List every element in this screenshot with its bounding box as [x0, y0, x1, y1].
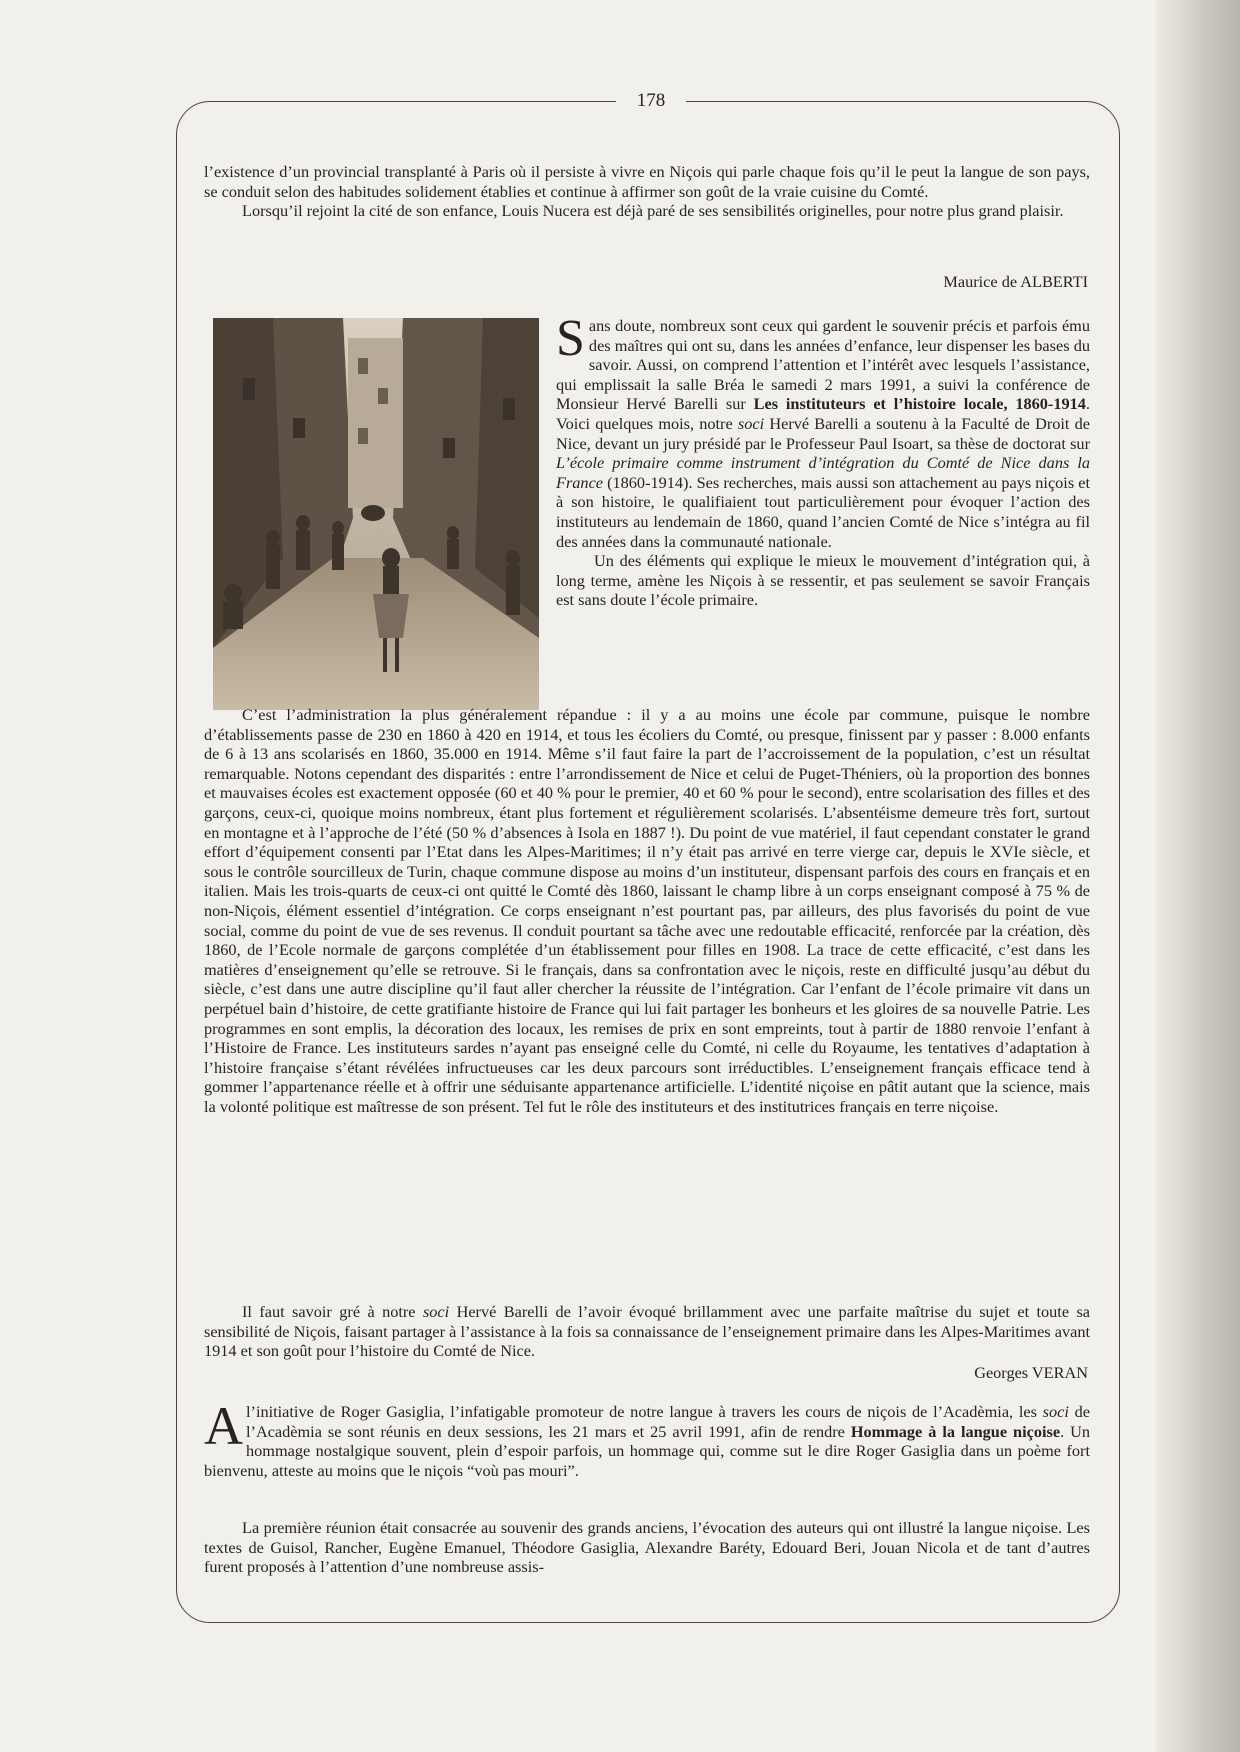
article2-paragraph-2: La première réunion était consacrée au souvenir des grands anciens, l’évocation des auteurs qui ont illustré la langue niçoise. Les textes de Guisol, Rancher, Eugène Emanuel, Théodore Gasiglia, Alexandre Baréty, Edouard Beri, Jouan Nicola et de tant d’autres furent proposés à l’attention d’une nombreuse assis- — [204, 1518, 1090, 1577]
page-number: 178 — [616, 88, 686, 116]
article2-paragraph-1: Al’initiative de Roger Gasiglia, l’infatigable promoteur de notre langue à travers les cours de niçois de l’Acadèmia, les soci de l’Acadèmia se sont réunis en deux sessions, les 21 mars et 25 avril 1991, afin de rendre Hommage à la langue niçoise. Un hommage nostalgique souvent, plein d’espoir parfois, un hommage qui, comme sut le dire Roger Gasiglia dans un poème fort bienvenu, atteste au moins que le niçois “voù pas mouri”. — [204, 1396, 1091, 1480]
dropcap-a: A — [204, 1396, 243, 1456]
intro-text — [204, 162, 1090, 221]
signature-alberti: Maurice de ALBERTI — [943, 272, 1088, 291]
intro-paragraph-1: l’existence d’un provincial transplanté à Paris où il persiste à vivre en Niçois qui parle chaque fois qu’il le peut la langue de son pays, se conduit selon des habitudes solidement établies et continue à affirmer son goût de la vraie cuisine du Comté. — [204, 162, 1090, 201]
article-langue-nicoise — [204, 1396, 1091, 1480]
article-instituteurs-intro — [556, 310, 1091, 610]
dropcap-s: S — [556, 310, 585, 367]
article1-paragraph-2: Un des éléments qui explique le mieux le mouvement d’intégration qui, à long terme, amène les Niçois à se ressentir, et pas seulement se savoir Français est sans doute l’école primaire. — [556, 551, 1090, 610]
conference-title: Les instituteurs et l’histoire locale, 1860-1914 — [753, 394, 1086, 414]
signature-veran: Georges VERAN — [974, 1363, 1088, 1382]
article1-paragraph-3: C’est l’administration la plus généralement répandue : il y a au moins une école par commune, puisque le nombre d’établissements passe de 230 en 1860 à 420 en 1914, et tous les écoliers du Comté, ou presque, finissent par y passer : 8.000 enfants de 6 à 13 ans scolarisés en 1860, 35.000 en 1914. Même s’il faut faire la part de l’accroissement de la population, c’est un résultat remarquable. Notons cependant des disparités : entre l’arrondissement de Nice et celui de Puget-Théniers, où la proportion des bonnes et mauvaises écoles est exactement opposée (60 et 40 % pour le premier, 40 et 60 % pour le second), entre scolarisation des filles et des garçons, ceux-ci, quoique moins nombreux, étant plus fortement et régulièrement scolarisés. L’absentéisme demeure très fort, surtout en montagne et à l’approche de l’été (50 % d’absences à Isola en 1887 !). Du point de vue matériel, il faut cependant constater le grand effort d’équipement consenti par l’Etat dans les Alpes-Maritimes; il n’y était pas arrivé en terre vierge car, depuis le XVIe siècle, et sous le contrôle sourcilleux de Turin, chaque commune dispose au moins d’un instituteur, dispensant parfois des cours en français et en italien. Mais les trois-quarts de ceux-ci ont quitté le Comté dès 1860, laissant le champ libre à un corps enseignant composé à 75 % de non-Niçois, élément essentiel d’intégration. Ce corps enseignant n’est pourtant pas, par ailleurs, des plus favorisés du point de vue social, comme du point de vue de ses revenus. Il conduit pourtant sa tâche avec une redoutable efficacité, renforcée par la création, dès 1860, de l’Ecole normale de garçons complétée d’un établissement pour filles en 1908. La trace de cette efficacité, c’est dans les matières d’enseignement qu’elle se retrouve. Si le français, dans sa confrontation avec le niçois, reste en difficulté jusqu’au début du siècle, c’est dans une autre discipline qu’il faut aller chercher la réussite de l’intégration. Car l’enfant de l’école primaire vit dans un perpétuel bain d’histoire, de cette gratifiante histoire de France qui lui fait partager les bonheurs et les gloires de sa nouvelle Patrie. Les programmes en sont emplis, la décoration des locaux, les remises de prix en sont empreints, tout à partir de 1880 renvoie l’enfant à l’Histoire de France. Les instituteurs sardes n’ayant pas enseigné celle du Comté, ni celle du Royaume, les tentatives d’adaptation à l’histoire française s’étant révélées infructueuses car les deux parcours sont irréductibles. L’enseignement français efficace tend à gommer l’appartenance réelle et à offrir une séduisante appartenance artificielle. L’identité niçoise en pâtit autant que la science, mais la volonté politique est maîtresse de son présent. Tel fut le rôle des instituteurs et des institutrices français en terre niçoise. — [204, 705, 1090, 1116]
book-spine-shadow — [1156, 0, 1240, 1752]
street-scene-illustration — [213, 318, 539, 710]
article1-paragraph-1: Sans doute, nombreux sont ceux qui gardent le souvenir précis et parfois ému des maîtres qui ont su, dans les années d’enfance, leur dispenser les bases du savoir. Aussi, on comprend l’attention et l’intérêt avec lesquels l’assistance, qui emplissait la salle Bréa le samedi 2 mars 1991, a suivi la conférence de Monsieur Hervé Barelli sur Les instituteurs et l’histoire locale, 1860-1914. Voici quelques mois, notre soci Hervé Barelli a soutenu à la Faculté de Droit de Nice, devant un jury présidé par le Professeur Paul Isoart, sa thèse de doctorat sur L’école primaire comme instrument d’intégration du Comté de Nice dans la France (1860-1914). Ses recherches, mais aussi son attachement au pays niçois et à son histoire, le qualifiaient tout particulièrement pour évoquer l’action des instituteurs au lendemain de 1860, quand l’ancien Comté de Nice s’intégra au fil des années dans la communauté nationale. — [556, 310, 1091, 551]
intro-paragraph-2: Lorsqu’il rejoint la cité de son enfance, Louis Nucera est déjà paré de ses sensibilités originelles, pour notre plus grand plaisir. — [242, 201, 1064, 221]
article1-paragraph-4: Il faut savoir gré à notre soci Hervé Barelli de l’avoir évoqué brillamment avec une parfaite maîtrise du sujet et toute sa sensibilité de Niçois, faisant partager à l’assistance à la fois sa connaissance de l’enseignement primaire dans les Alpes-Maritimes avant 1914 et son goût pour l’histoire du Comté de Nice. — [204, 1302, 1091, 1361]
hommage-title: Hommage à la langue niçoise — [850, 1421, 1061, 1441]
street-photograph — [213, 318, 539, 710]
thesis-title: L’école primaire comme instrument d’intégration du Comté de Nice dans la France — [556, 453, 1090, 492]
